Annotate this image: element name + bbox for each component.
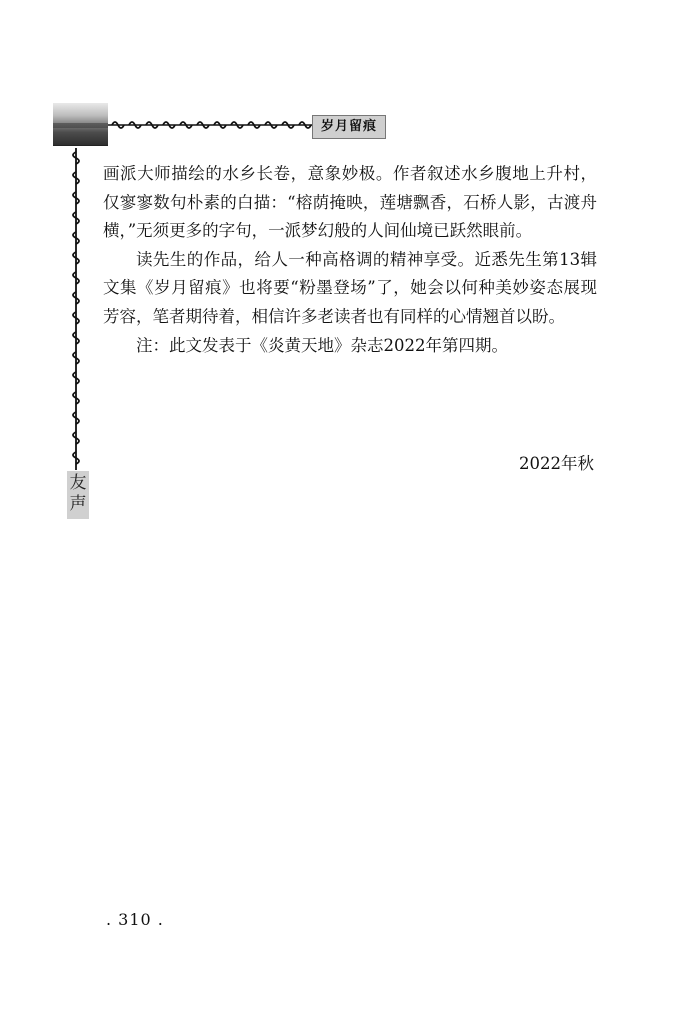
side-scroll-ornament bbox=[67, 148, 85, 470]
section-title-label: 岁月留痕 bbox=[312, 115, 386, 139]
article-body bbox=[103, 160, 597, 360]
side-section-label: 友声 bbox=[67, 471, 89, 519]
paragraph-2: 读先生的作品，给人一种高格调的精神享受。近悉先生第13辑文集《岁月留痕》也将要“粉墨登场”了，她会以何种美妙姿态展现芳容，笔者期待着，相信许多老读者也有同样的心情翘首以盼。 bbox=[103, 249, 597, 326]
article-date: 2022年秋 bbox=[519, 454, 594, 473]
paragraph-1: 画派大师描绘的水乡长卷，意象妙极。作者叙述水乡腹地上升村，仅寥寥数句朴素的白描：“榕荫掩映，莲塘飘香，石桥人影，古渡舟横，”无须更多的字句，一派梦幻般的人间仙境已跃然眼前。 bbox=[103, 164, 597, 241]
header-landscape-photo bbox=[53, 103, 108, 146]
paragraph-note: 注：此文发表于《炎黄天地》杂志2022年第四期。 bbox=[136, 335, 508, 355]
header-scroll-ornament bbox=[108, 118, 312, 132]
page-number: . 310 . bbox=[106, 910, 164, 929]
